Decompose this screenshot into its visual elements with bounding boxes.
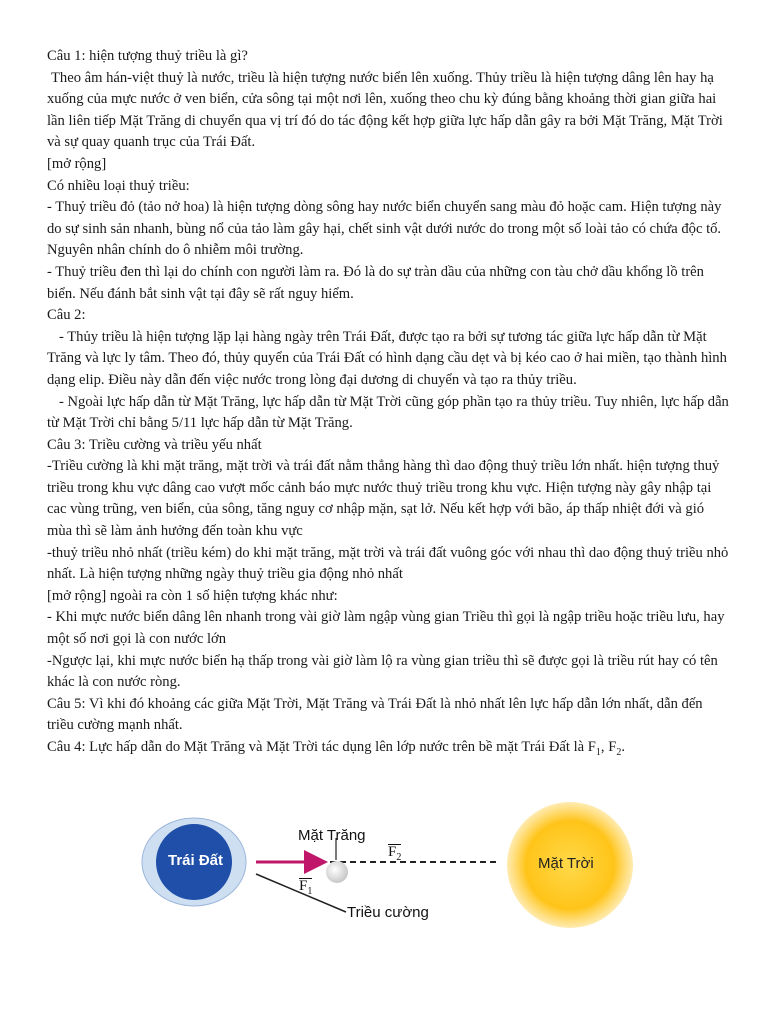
q3-paragraph-2: -thuỷ triều nhỏ nhất (triều kém) do khi mặt trăng, mặt trời và trái đất vuông góc với nhau thì dao động thuỷ triều nhỏ nhất. Là hiện tượng những ngày thuỷ triều gia động nhỏ nhất bbox=[47, 544, 729, 583]
f2-letter: F bbox=[388, 844, 397, 860]
q2-heading: Câu 2: bbox=[47, 307, 86, 324]
q4-answer bbox=[47, 737, 731, 759]
q4-text: Câu 4: Lực hấp dẫn do Mặt Trăng và Mặt Trời tác dụng lên lớp nước trên bề mặt Trái Đất là F bbox=[47, 739, 596, 755]
q2-paragraph-1: - Thủy triều là hiện tượng lặp lại hàng ngày trên Trái Đất, được tạo ra bởi sự tương tác giữa lực hấp dẫn từ Mặt Trăng và lực ly tâm. Theo đó, thủy quyển của Trái Đất có hình dạng cầu dẹt và bị kéo cao ở hai miền, tạo thành hình dạng elip. Điều này dẫn đến việc nước trong lòng đại dương di chuyển và tạo ra thủy triều. bbox=[47, 328, 727, 388]
q1-expand: [mở rộng] bbox=[47, 155, 107, 172]
q1-black-tide: - Thuỷ triều đen thì lại do chính con người làm ra. Đó là do sự tràn dầu của những con tàu chở dầu khổng lồ trên biển. Nếu đánh bắt sinh vật tại đây sẽ rất nguy hiểm. bbox=[47, 263, 704, 302]
moon-label: Mặt Trăng bbox=[298, 827, 366, 844]
tide-diagram bbox=[140, 794, 640, 944]
q3-heading: Câu 3: Triều cường và triều yếu nhất bbox=[47, 436, 262, 453]
q4-sub-1: 1 bbox=[595, 746, 601, 758]
tide-label: Triều cường bbox=[347, 904, 429, 921]
f1-label bbox=[299, 878, 313, 897]
q1-red-tide: - Thuỷ triều đỏ (tảo nở hoa) là hiện tượng dòng sông hay nước biển chuyển sang màu đỏ hoặc cam. Hiện tượng này do sự sinh sản nhanh, bùng nổ của tảo làm gây hại, chết sinh vật dưới nước do trong một số loài tảo có chứa độc tố. Nguyên nhân chính do ô nhiễm môi trường. bbox=[47, 199, 722, 259]
q4-sep: , F bbox=[600, 739, 617, 755]
q1-types-intro: Có nhiều loại thuỷ triều: bbox=[47, 177, 190, 194]
earth-label: Trái Đất bbox=[168, 852, 224, 869]
q5-answer: Câu 5: Vì khi đó khoảng các giữa Mặt Trời, Mặt Trăng và Trái Đất là nhỏ nhất lên lực hấp dẫn lớn nhất, dẫn đến triều cường mạnh nhất. bbox=[47, 695, 703, 734]
q4-end: . bbox=[621, 739, 625, 755]
q2-paragraph-2: - Ngoài lực hấp dẫn từ Mặt Trăng, lực hấp dẫn từ Mặt Trời cũng góp phần tạo ra thủy triều. Tuy nhiên, lực hấp dẫn từ Mặt Trời chỉ bằng 5/11 lực hấp dẫn từ Mặt Trăng. bbox=[47, 393, 729, 432]
q3-expand: [mở rộng] ngoài ra còn 1 số hiện tượng khác như: bbox=[47, 587, 338, 604]
f1-letter: F bbox=[299, 878, 308, 894]
moon-circle bbox=[326, 861, 348, 883]
q3-paragraph-1: -Triều cường là khi mặt trăng, mặt trời và trái đất nằm thẳng hàng thì dao động thuỷ triều lớn nhất. hiện tượng thuỷ triều trong khu vực dâng cao vượt mốc cảnh báo mực nước thuỷ triều trong khu vực. Hiện tượng này gây nhập tại cac vùng trũng, ven biển, của sông, tăng nguy cơ nhập mặn, sạt lở. Nếu kết hợp với bão, áp thấp nhiệt đới và gió mùa thì sẽ làm ảnh hưởng đến toàn khu vực bbox=[47, 458, 720, 540]
f2-sub: 2 bbox=[396, 852, 402, 863]
q3-paragraph-4: -Ngược lại, khi mực nước biển hạ thấp trong vài giờ làm lộ ra vùng gian triều thì sẽ được gọi là triều rút hay có tên khác là con nước ròng. bbox=[47, 652, 718, 691]
document-body bbox=[47, 46, 731, 759]
q4-sub-2: 2 bbox=[616, 746, 622, 758]
f1-sub: 1 bbox=[307, 886, 313, 897]
sun-label: Mặt Trời bbox=[538, 855, 594, 872]
q1-body: Theo âm hán-việt thuỷ là nước, triều là hiện tượng nước biển lên xuống. Thủy triều là hiện tượng dâng lên hay hạ xuống của mực nước ở ven biển, cửa sông tại một nơi lên, xuống theo chu kỳ đúng bằng khoảng thời gian giữa hai lần liên tiếp Mặt Trăng di chuyển qua vị trí đó do tác động kết hợp giữa lực hấp dẫn gây ra bởi Mặt Trăng, Mặt Trời và sự quay quanh trục của Trái Đất. bbox=[47, 69, 723, 151]
q1-heading: Câu 1: hiện tượng thuỷ triều là gì? bbox=[47, 48, 248, 64]
q3-paragraph-3: - Khi mực nước biển dâng lên nhanh trong vài giờ làm ngập vùng gian Triều thì gọi là ngập triều hoặc triều lưu, hay một số nơi gọi là con nước lớn bbox=[47, 609, 725, 648]
f2-label bbox=[388, 844, 402, 863]
